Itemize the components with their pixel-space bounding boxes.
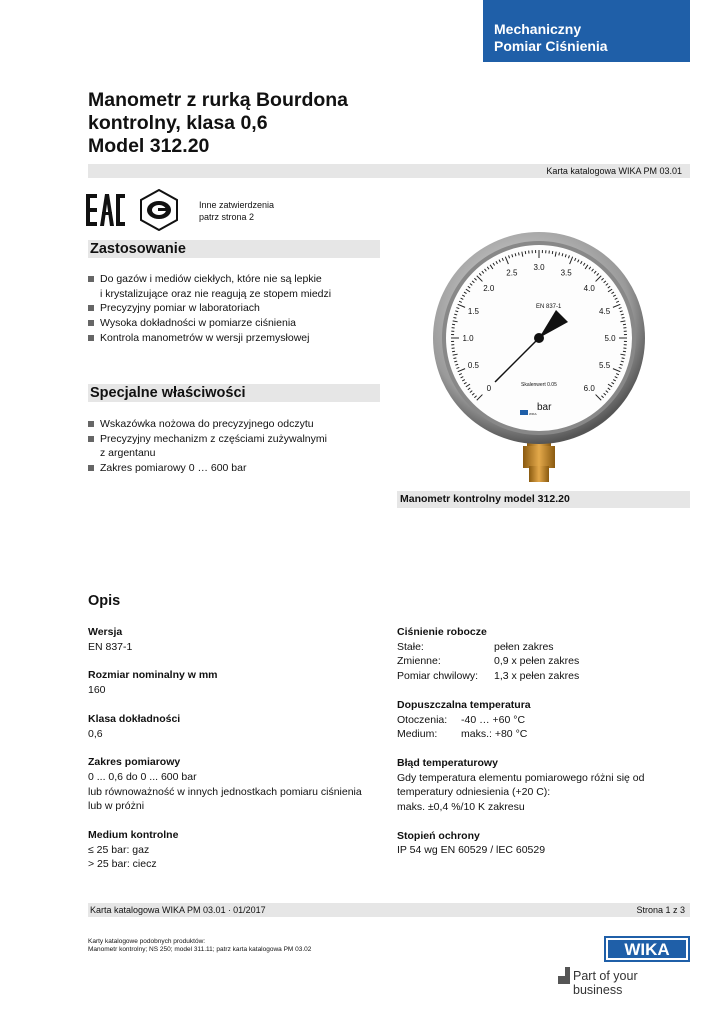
list-item: Kontrola manometrów w wersji przemysłowej — [88, 331, 331, 346]
approvals-line-1: Inne zatwierdzenia — [199, 200, 275, 210]
dial-tick — [518, 252, 519, 255]
spec-temperature-error: Błąd temperaturowy Gdy temperatura elementu pomiarowego różni się od temperatury odniesienia (+20 C): maks. ±0,4 %/10 K zakresu — [397, 756, 645, 814]
list-item: Precyzyjny pomiar w laboratoriach — [88, 301, 331, 316]
gauge-brand-mark — [520, 410, 528, 415]
gauge-hub — [534, 333, 544, 343]
category-line-1: Mechaniczny — [494, 21, 582, 37]
footer-sheet-ref: Karta katalogowa WIKA PM 03.01 ∙ 01/2017 — [90, 905, 266, 915]
other-approvals — [199, 199, 274, 223]
description-left-column — [88, 625, 378, 886]
sheet-ref: Karta katalogowa WIKA PM 03.01 — [546, 166, 682, 176]
list-item: Wysoka dokładności w pomiarze ciśnienia — [88, 316, 331, 331]
list-item: Zakres pomiarowy 0 … 600 bar — [88, 461, 327, 476]
dial-label: 4.5 — [599, 306, 611, 316]
footer-page-number: Strona 1 z 3 — [636, 905, 685, 915]
dial-label: 4.0 — [583, 283, 595, 293]
dial-tick — [559, 252, 560, 255]
gauge-unit-label: bar — [537, 402, 552, 413]
dial-label: 6.0 — [583, 384, 595, 394]
wika-logo-icon — [604, 936, 690, 962]
spec-permissible-temperature: Dopuszczalna temperatura Otoczenia: -40 … +60 °C Medium: maks.: +80 °C — [397, 698, 531, 741]
dial-label: 0.5 — [467, 361, 479, 371]
features-heading: Specjalne właściwości — [88, 384, 380, 402]
dial-tick — [622, 358, 625, 359]
similar-products-note — [88, 938, 311, 954]
dial-label: 1.5 — [467, 306, 479, 316]
spec-nominal-size: Rozmiar nominalny w mm 160 — [88, 669, 218, 697]
dial-tick — [453, 317, 456, 318]
title-line-1: Manometr z rurką Bourdona — [88, 89, 349, 111]
dial-tick — [453, 358, 456, 359]
approvals-line-2: patrz strona 2 — [199, 212, 255, 222]
list-item: Do gazów i mediów ciekłych, które nie są lepkie — [88, 272, 331, 287]
features-list — [88, 417, 327, 476]
list-item: Precyzyjny mechanizm z częściami zużywalnymi — [88, 432, 327, 447]
eac-logo-icon — [86, 192, 126, 228]
list-item: i krystalizujące oraz nie reagują ze stopem miedzi — [100, 287, 332, 300]
category-line-2: Pomiar Ciśnienia — [494, 38, 608, 54]
spec-ingress-protection: Stopień ochrony IP 54 wg EN 60529 / lEC 60529 — [397, 829, 546, 857]
category-box — [483, 0, 690, 62]
wika-logo-text: WIKA — [624, 940, 670, 959]
dial-label: 2.0 — [483, 283, 495, 293]
title-line-3: Model 312.20 — [88, 135, 210, 157]
description-heading: Opis — [88, 593, 121, 609]
gauge-standard-label: EN 837-1 — [536, 304, 562, 310]
applications-heading: Zastosowanie — [88, 240, 380, 258]
similar-line-2: Manometr kontrolny; NS 250; model 311.11; patrz karta katalogowa PM 03.02 — [88, 946, 312, 953]
dial-tick — [622, 317, 625, 318]
title-line-2: kontrolny, klasa 0,6 — [88, 112, 268, 134]
tagline — [558, 966, 690, 997]
gauge-caption: Manometr kontrolny model 312.20 — [397, 491, 690, 508]
tagline-text: Part of your business — [573, 969, 638, 997]
dial-label: 5.0 — [604, 334, 616, 343]
spec-test-medium: Medium kontrolne ≤ 25 bar: gaz > 25 bar: ciecz — [88, 829, 179, 871]
spec-measuring-range: Zakres pomiarowy 0 ... 0,6 do 0 ... 600 bar lub równoważność w innych jednostkach pomiaru ciśnienia lub w próżni — [88, 756, 362, 813]
spec-accuracy-class: Klasa dokładności 0,6 — [88, 712, 181, 740]
footer-bar — [88, 903, 690, 917]
wika-logo — [604, 936, 690, 962]
spec-working-pressure: Ciśnienie robocze Stałe: pełen zakres Zmienne: 0,9 x pełen zakres Pomiar chwilowy: 1,3 x pełen zakres — [397, 626, 580, 683]
dial-label: 1.0 — [462, 334, 474, 343]
pressure-gauge-image — [428, 232, 650, 490]
list-item: Wskazówka nożowa do precyzyjnego odczytu — [88, 417, 327, 432]
dial-label: 3.0 — [533, 263, 545, 272]
spec-version: Wersja EN 837-1 — [88, 626, 133, 653]
description-right-column — [397, 625, 690, 872]
dial-label: 3.5 — [560, 268, 572, 278]
applications-list — [88, 272, 331, 346]
gauge-scale-note: Skalenwert 0.05 — [521, 382, 557, 388]
gost-r-logo-icon — [138, 189, 180, 231]
gauge-brand: WIKA — [529, 412, 537, 416]
dial-label: 5.5 — [599, 361, 611, 371]
dial-label: 0 — [486, 384, 492, 394]
list-item: z argentanu — [100, 447, 156, 460]
sheet-ref-bar — [88, 164, 690, 178]
similar-line-1: Karty katalogowe podobnych produktów: — [88, 938, 206, 945]
page-title — [88, 89, 348, 158]
dial-label: 2.5 — [506, 268, 518, 278]
